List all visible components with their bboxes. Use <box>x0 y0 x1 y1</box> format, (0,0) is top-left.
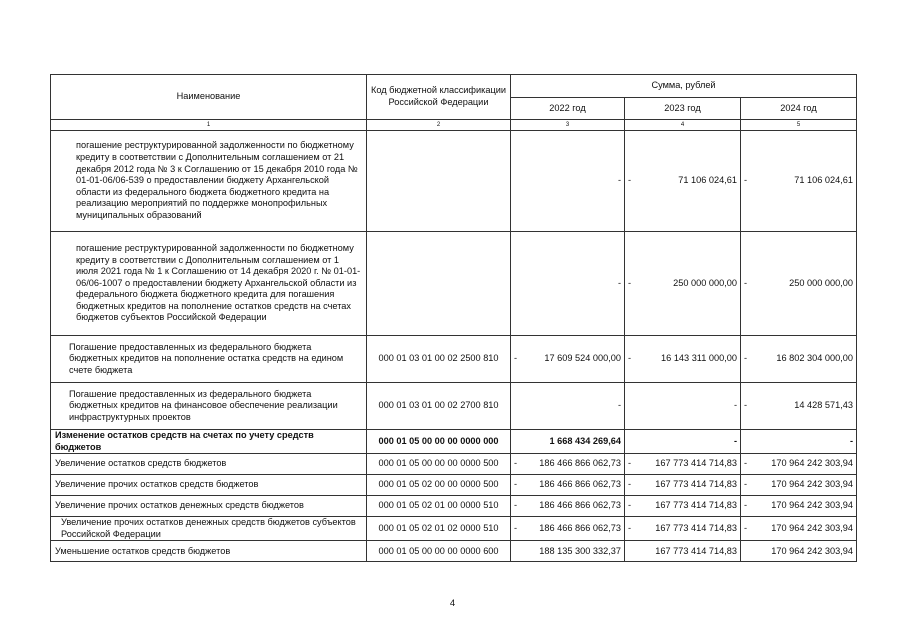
row-value-2022 <box>511 430 625 454</box>
amount: 250 000 000,00 <box>673 277 737 288</box>
minus-sign: - <box>744 277 748 288</box>
row-name: погашение реструктурированной задолженности по бюджетному кредиту в соответствии с Дополнительным соглашением от 1 июля 2021 года № 1 к Соглашению от 14 декабря 2020 г. № 01-01-06/06-1007 о предоставлении бюджету Архангельской области из федерального бюджета бюджетного кредита для погашения бюджетных кредитов на пополнение остатков средств на счетах бюджетов субъектов Российской Федерации <box>51 232 367 336</box>
amount: 167 773 414 714,83 <box>655 522 737 533</box>
row-code: 000 01 03 01 00 02 2500 810 <box>367 336 511 383</box>
row-value-2022 <box>511 131 625 232</box>
column-index: 2 <box>367 120 511 131</box>
table-row <box>51 131 857 232</box>
row-value-2023 <box>625 517 741 541</box>
row-value-2022 <box>511 454 625 475</box>
amount: 170 964 242 303,94 <box>771 479 854 490</box>
row-value-2022 <box>511 541 625 562</box>
amount: - <box>733 435 737 446</box>
row-code: 000 01 05 02 01 00 0000 510 <box>367 496 511 517</box>
amount: 14 428 571,43 <box>794 400 854 411</box>
minus-sign: - <box>628 353 632 364</box>
row-code: 000 01 05 02 01 02 0000 510 <box>367 517 511 541</box>
row-value-2024 <box>741 454 857 475</box>
row-name: Изменение остатков средств на счетах по учету средств бюджетов <box>51 430 367 454</box>
amount: - <box>733 400 737 411</box>
row-value-2022 <box>511 517 625 541</box>
row-value-2023 <box>625 541 741 562</box>
row-code: 000 01 05 00 00 00 0000 000 <box>367 430 511 454</box>
minus-sign: - <box>514 522 518 533</box>
column-index-row <box>51 120 857 131</box>
table-row <box>51 496 857 517</box>
amount: 16 143 311 000,00 <box>661 353 737 364</box>
row-value-2022 <box>511 383 625 430</box>
row-code: 000 01 05 00 00 00 0000 600 <box>367 541 511 562</box>
amount: 250 000 000,00 <box>789 277 854 288</box>
row-value-2023 <box>625 475 741 496</box>
row-value-2023 <box>625 383 741 430</box>
minus-sign: - <box>744 400 748 411</box>
minus-sign: - <box>744 458 748 469</box>
table-row <box>51 454 857 475</box>
minus-sign: - <box>628 175 632 186</box>
amount: 167 773 414 714,83 <box>655 458 737 469</box>
row-value-2022 <box>511 475 625 496</box>
amount: - <box>617 400 621 411</box>
amount: 17 609 524 000,00 <box>544 353 621 364</box>
amount: 71 106 024,61 <box>678 175 737 186</box>
amount: - <box>849 435 854 446</box>
minus-sign: - <box>744 522 748 533</box>
minus-sign: - <box>514 479 518 490</box>
header-year-2023: 2023 год <box>625 98 741 120</box>
row-value-2023 <box>625 232 741 336</box>
row-value-2023 <box>625 336 741 383</box>
row-code <box>367 131 511 232</box>
amount: 170 964 242 303,94 <box>771 458 854 469</box>
table-row <box>51 517 857 541</box>
row-code: 000 01 05 02 00 00 0000 500 <box>367 475 511 496</box>
header-year-2024: 2024 год <box>741 98 857 120</box>
row-value-2024 <box>741 541 857 562</box>
row-name: Погашение предоставленных из федерального бюджета бюджетных кредитов на финансовое обеспечение реализации инфраструктурных проектов <box>51 383 367 430</box>
minus-sign: - <box>628 277 632 288</box>
row-value-2022 <box>511 336 625 383</box>
row-value-2024 <box>741 430 857 454</box>
amount: 186 466 866 062,73 <box>539 458 621 469</box>
minus-sign: - <box>744 500 748 511</box>
page-number: 4 <box>449 598 456 609</box>
amount: - <box>617 277 621 288</box>
row-value-2023 <box>625 454 741 475</box>
minus-sign: - <box>628 522 632 533</box>
header-code: Код бюджетной классификации Российской Федерации <box>367 75 511 120</box>
column-index: 5 <box>741 120 857 131</box>
header-name: Наименование <box>51 75 367 120</box>
row-name: Увеличение прочих остатков средств бюджетов <box>51 475 367 496</box>
row-value-2024 <box>741 475 857 496</box>
minus-sign: - <box>514 500 518 511</box>
row-value-2024 <box>741 131 857 232</box>
amount: - <box>617 175 621 186</box>
header-year-2022: 2022 год <box>511 98 625 120</box>
column-index: 4 <box>625 120 741 131</box>
row-value-2024 <box>741 496 857 517</box>
amount: 71 106 024,61 <box>794 175 854 186</box>
amount: 170 964 242 303,94 <box>771 500 854 511</box>
amount: 167 773 414 714,83 <box>655 545 737 556</box>
minus-sign: - <box>514 458 518 469</box>
minus-sign: - <box>628 479 632 490</box>
table-row <box>51 232 857 336</box>
amount: 167 773 414 714,83 <box>655 500 737 511</box>
row-value-2023 <box>625 430 741 454</box>
amount: 1 668 434 269,64 <box>549 435 621 446</box>
row-code: 000 01 03 01 00 02 2700 810 <box>367 383 511 430</box>
budget-table <box>50 74 857 562</box>
table-row <box>51 336 857 383</box>
row-code: 000 01 05 00 00 00 0000 500 <box>367 454 511 475</box>
table-row <box>51 383 857 430</box>
amount: 186 466 866 062,73 <box>539 500 621 511</box>
amount: 170 964 242 303,94 <box>771 545 854 556</box>
row-value-2022 <box>511 232 625 336</box>
amount: 170 964 242 303,94 <box>771 522 854 533</box>
table-row <box>51 430 857 454</box>
table-row <box>51 541 857 562</box>
row-name: Увеличение остатков средств бюджетов <box>51 454 367 475</box>
row-name: Увеличение прочих остатков денежных средств бюджетов субъектов Российской Федерации <box>51 517 367 541</box>
row-value-2023 <box>625 496 741 517</box>
minus-sign: - <box>514 353 518 364</box>
minus-sign: - <box>628 500 632 511</box>
table-row <box>51 475 857 496</box>
amount: 167 773 414 714,83 <box>655 479 737 490</box>
column-index: 1 <box>51 120 367 131</box>
minus-sign: - <box>744 175 748 186</box>
row-name: Увеличение прочих остатков денежных средств бюджетов <box>51 496 367 517</box>
row-value-2024 <box>741 232 857 336</box>
row-value-2023 <box>625 131 741 232</box>
minus-sign: - <box>744 353 748 364</box>
amount: 188 135 300 332,37 <box>539 545 621 556</box>
row-value-2024 <box>741 336 857 383</box>
row-name: погашение реструктурированной задолженности по бюджетному кредиту в соответствии с Дополнительным соглашением от 21 декабря 2012 года № 3 к Соглашению от 15 декабря 2010 года № 01-01-06/06-539 о предоставлении бюджету Архангельской области из федерального бюджета бюджетного кредита на реализацию мероприятий по поддержке монопрофильных муниципальных образований <box>51 131 367 232</box>
row-value-2022 <box>511 496 625 517</box>
minus-sign: - <box>628 458 632 469</box>
row-value-2024 <box>741 383 857 430</box>
row-value-2024 <box>741 517 857 541</box>
column-index: 3 <box>511 120 625 131</box>
amount: 186 466 866 062,73 <box>539 479 621 490</box>
row-name: Уменьшение остатков средств бюджетов <box>51 541 367 562</box>
row-code <box>367 232 511 336</box>
row-name: Погашение предоставленных из федерального бюджета бюджетных кредитов на пополнение остатка средств на едином счете бюджета <box>51 336 367 383</box>
amount: 186 466 866 062,73 <box>539 522 621 533</box>
minus-sign: - <box>744 479 748 490</box>
amount: 16 802 304 000,00 <box>776 353 854 364</box>
header-sum: Сумма, рублей <box>511 75 857 98</box>
